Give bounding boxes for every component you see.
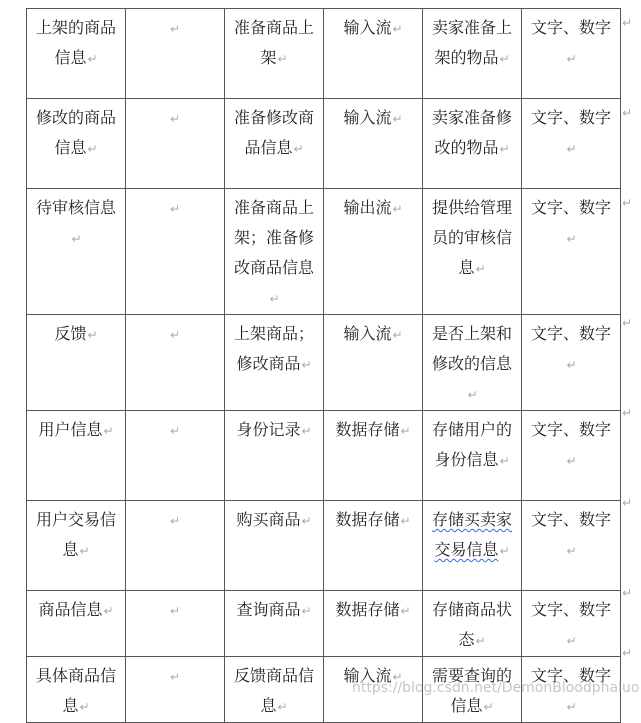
paragraph-mark-icon: ↵ — [566, 544, 577, 558]
cell-text: 准备商品上架 — [233, 18, 314, 67]
table-row — [27, 501, 621, 591]
cell-text: 输出流 — [343, 198, 392, 217]
table-cell[interactable] — [423, 189, 522, 315]
paragraph-mark-icon: ↵ — [277, 52, 288, 66]
row-end-mark-icon: ↵ — [622, 196, 633, 210]
cell-text: 反馈商品信息 — [233, 666, 314, 715]
paragraph-mark-icon: ↵ — [392, 112, 403, 126]
cell-text: 输入流 — [343, 18, 392, 37]
cell-text: 存储用户的身份信息 — [431, 420, 512, 469]
paragraph-mark-icon: ↵ — [499, 52, 510, 66]
cell-text: 是否上架和修改的信息 — [431, 324, 512, 373]
paragraph-mark-icon: ↵ — [475, 634, 486, 648]
cell-text: 输入流 — [343, 108, 392, 127]
paragraph-mark-icon: ↵ — [566, 232, 577, 246]
cell-text: 文字、数字 — [530, 600, 611, 619]
cell-text: 数据存储 — [335, 510, 400, 529]
table-cell[interactable] — [522, 9, 621, 99]
paragraph-mark-icon: ↵ — [293, 142, 304, 156]
paragraph-mark-icon: ↵ — [301, 514, 312, 528]
paragraph-mark-icon: ↵ — [301, 358, 312, 372]
cell-text: 待审核信息 — [35, 198, 116, 217]
paragraph-mark-icon: ↵ — [169, 202, 181, 216]
table-cell[interactable] — [27, 591, 126, 657]
table-row — [27, 657, 621, 723]
table-cell[interactable] — [324, 99, 423, 189]
paragraph-mark-icon: ↵ — [169, 604, 181, 618]
paragraph-mark-icon: ↵ — [566, 52, 577, 66]
cell-text: 文字、数字 — [530, 324, 611, 343]
table-cell[interactable] — [27, 501, 126, 591]
data-dictionary-table — [26, 8, 621, 723]
table-row — [27, 99, 621, 189]
table-cell[interactable] — [126, 99, 225, 189]
row-end-mark-icon: ↵ — [622, 16, 633, 30]
cell-text: 身份记录 — [236, 420, 301, 439]
paragraph-mark-icon: ↵ — [392, 202, 403, 216]
table-row — [27, 591, 621, 657]
paragraph-mark-icon: ↵ — [400, 514, 411, 528]
table-cell[interactable] — [522, 99, 621, 189]
cell-text: 商品信息 — [38, 600, 103, 619]
table-cell[interactable] — [423, 657, 522, 723]
cell-text: 购买商品 — [236, 510, 301, 529]
table-cell[interactable] — [27, 99, 126, 189]
cell-text: 文字、数字 — [530, 18, 611, 37]
cell-text: 上架商品；修改商品 — [233, 324, 314, 373]
paragraph-mark-icon: ↵ — [169, 424, 181, 438]
paragraph-mark-icon: ↵ — [79, 700, 90, 714]
paragraph-mark-icon: ↵ — [169, 112, 181, 126]
row-end-mark-icon: ↵ — [622, 406, 633, 420]
paragraph-mark-icon: ↵ — [566, 634, 577, 648]
table-cell[interactable] — [423, 9, 522, 99]
table-cell[interactable] — [225, 657, 324, 723]
paragraph-mark-icon: ↵ — [392, 22, 403, 36]
cell-text: 卖家准备修改的物品 — [431, 108, 512, 157]
table-cell[interactable] — [126, 501, 225, 591]
paragraph-mark-icon: ↵ — [566, 700, 577, 714]
cell-text: 存储商品状态 — [431, 600, 512, 649]
table-cell[interactable] — [225, 315, 324, 411]
table-row — [27, 189, 621, 315]
table-cell[interactable] — [324, 411, 423, 501]
paragraph-mark-icon: ↵ — [103, 424, 114, 438]
table-cell[interactable] — [27, 657, 126, 723]
table-row — [27, 315, 621, 411]
table-cell[interactable] — [27, 189, 126, 315]
table-cell[interactable] — [126, 9, 225, 99]
cell-text: 数据存储 — [335, 600, 400, 619]
paragraph-mark-icon: ↵ — [169, 670, 181, 684]
table-cell[interactable] — [423, 411, 522, 501]
paragraph-mark-icon: ↵ — [400, 604, 411, 618]
paragraph-mark-icon: ↵ — [499, 454, 510, 468]
table-cell[interactable] — [27, 411, 126, 501]
cell-text: 文字、数字 — [530, 510, 611, 529]
paragraph-mark-icon: ↵ — [169, 514, 181, 528]
table-cell[interactable] — [27, 9, 126, 99]
paragraph-mark-icon: ↵ — [277, 700, 288, 714]
cell-text: 输入流 — [343, 324, 392, 343]
cell-text: 提供给管理员的审核信息 — [431, 198, 512, 277]
table-cell[interactable] — [423, 315, 522, 411]
table-cell[interactable] — [324, 501, 423, 591]
table-cell[interactable] — [522, 657, 621, 723]
cell-text: 用户信息 — [38, 420, 103, 439]
table-cell[interactable] — [522, 315, 621, 411]
paragraph-mark-icon: ↵ — [87, 52, 98, 66]
cell-text: 输入流 — [343, 666, 392, 685]
cell-text: 文字、数字 — [530, 198, 611, 217]
row-end-mark-icon: ↵ — [622, 646, 633, 660]
table-cell[interactable] — [522, 411, 621, 501]
row-end-mark-icon: ↵ — [622, 106, 633, 120]
table-cell[interactable] — [324, 9, 423, 99]
table-cell[interactable] — [126, 189, 225, 315]
paragraph-mark-icon: ↵ — [392, 670, 403, 684]
table-row — [27, 9, 621, 99]
row-end-mark-icon: ↵ — [622, 316, 633, 330]
cell-text: 文字、数字 — [530, 420, 611, 439]
cell-text: 反馈 — [54, 324, 87, 343]
paragraph-mark-icon: ↵ — [269, 292, 280, 306]
table-cell[interactable] — [126, 657, 225, 723]
cell-text: 数据存储 — [335, 420, 400, 439]
paragraph-mark-icon: ↵ — [169, 328, 181, 342]
watermark: https://blog.csdn.net/DemonBloodphaluo — [352, 680, 640, 696]
table-cell[interactable] — [324, 315, 423, 411]
table-cell[interactable] — [324, 657, 423, 723]
table-cell[interactable] — [423, 501, 522, 591]
paragraph-mark-icon: ↵ — [566, 358, 577, 372]
paragraph-mark-icon: ↵ — [467, 388, 478, 402]
paragraph-mark-icon: ↵ — [301, 424, 312, 438]
table-cell[interactable] — [126, 411, 225, 501]
paragraph-mark-icon: ↵ — [475, 262, 486, 276]
paragraph-mark-icon: ↵ — [301, 604, 312, 618]
table-cell[interactable] — [423, 591, 522, 657]
paragraph-mark-icon: ↵ — [566, 142, 577, 156]
cell-text: 准备修改商品信息 — [233, 108, 314, 157]
table-cell[interactable] — [225, 9, 324, 99]
table-cell[interactable] — [225, 501, 324, 591]
paragraph-mark-icon: ↵ — [499, 544, 510, 558]
cell-text: 用户交易信息 — [35, 510, 116, 559]
row-end-mark-icon: ↵ — [622, 496, 633, 510]
paragraph-mark-icon: ↵ — [483, 700, 494, 714]
table-cell[interactable] — [225, 591, 324, 657]
paragraph-mark-icon: ↵ — [169, 22, 181, 36]
table-cell[interactable] — [225, 99, 324, 189]
paragraph-mark-icon: ↵ — [392, 328, 403, 342]
paragraph-mark-icon: ↵ — [499, 142, 510, 156]
paragraph-mark-icon: ↵ — [566, 454, 577, 468]
table-cell[interactable] — [423, 99, 522, 189]
cell-text: 准备商品上架；准备修改商品信息 — [233, 198, 314, 277]
paragraph-mark-icon: ↵ — [400, 424, 411, 438]
row-end-mark-icon: ↵ — [622, 586, 633, 600]
table-cell[interactable] — [225, 411, 324, 501]
cell-text: 修改的商品信息 — [35, 108, 116, 157]
table-cell[interactable] — [126, 591, 225, 657]
table-cell[interactable] — [225, 189, 324, 315]
table-cell[interactable] — [126, 315, 225, 411]
table-cell[interactable] — [324, 591, 423, 657]
cell-text: 文字、数字 — [530, 666, 611, 685]
paragraph-mark-icon: ↵ — [87, 142, 98, 156]
table-cell[interactable] — [27, 315, 126, 411]
cell-text: 文字、数字 — [530, 108, 611, 127]
paragraph-mark-icon: ↵ — [87, 328, 98, 342]
paragraph-mark-icon: ↵ — [103, 604, 114, 618]
cell-text: 具体商品信息 — [35, 666, 116, 715]
paragraph-mark-icon: ↵ — [71, 232, 82, 246]
cell-text: 上架的商品信息 — [35, 18, 116, 67]
table-cell[interactable] — [522, 501, 621, 591]
cell-text: 卖家准备上架的物品 — [431, 18, 512, 67]
cell-text: 需要查询的信息 — [431, 666, 512, 715]
cell-text: 查询商品 — [236, 600, 301, 619]
table-cell[interactable] — [324, 189, 423, 315]
cell-text: 存储买卖家交易信息 — [431, 510, 512, 559]
table-cell[interactable] — [522, 591, 621, 657]
table-cell[interactable] — [522, 189, 621, 315]
paragraph-mark-icon: ↵ — [79, 544, 90, 558]
table-row — [27, 411, 621, 501]
